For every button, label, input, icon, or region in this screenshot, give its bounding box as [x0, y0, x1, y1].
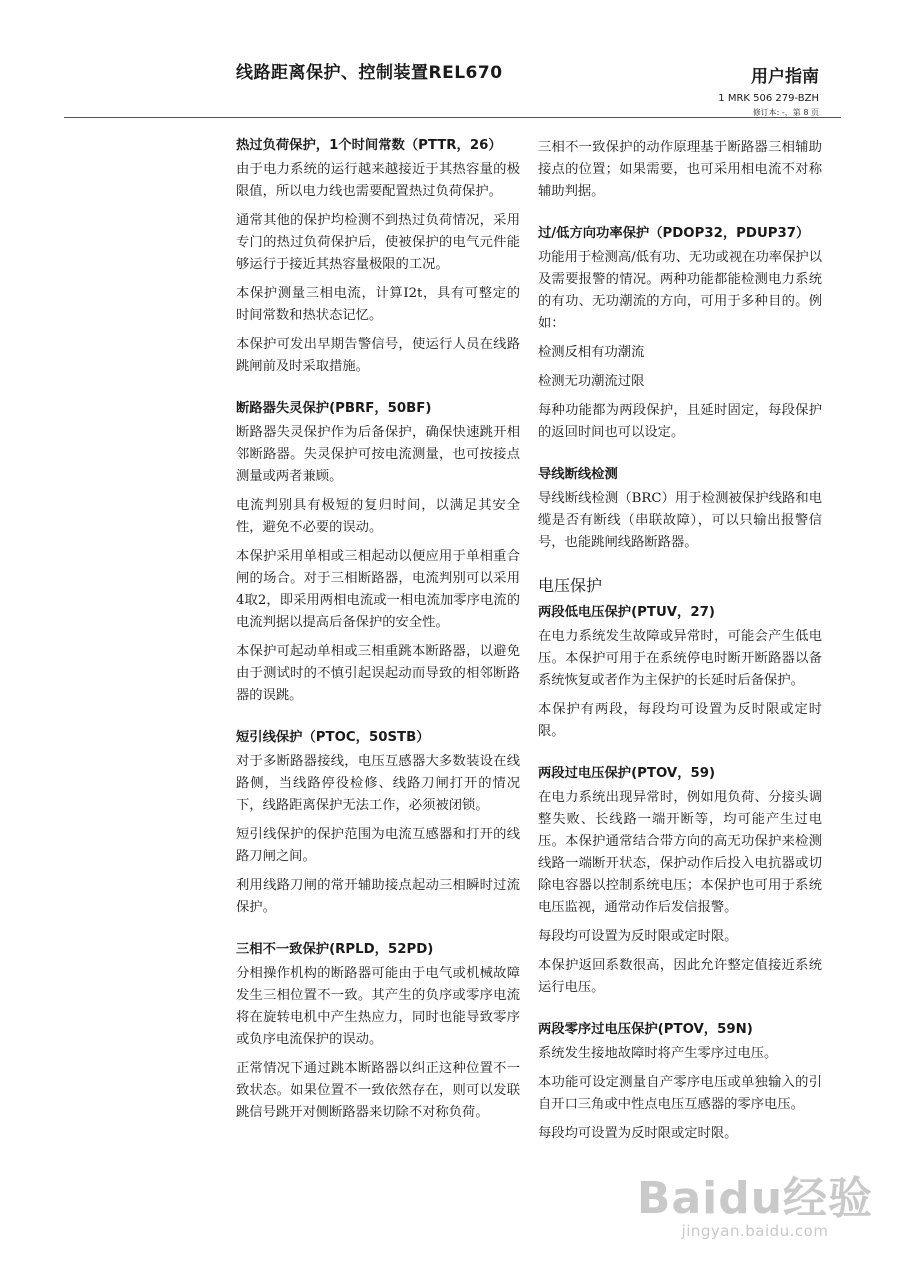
section-undervoltage [538, 602, 822, 743]
paragraph: 分相操作机构的断路器可能由于电气或机械故障发生三相位置不一致。其产生的负序或零序电流将在旋转电机中产生热应力，同时也能导致零序或负序电流保护的误动。 [236, 966, 520, 1047]
section-heading: 热过负荷保护，1个时间常数（PTTR，26） [236, 138, 502, 153]
section-heading: 断路器失灵保护(PBRF，50BF) [236, 401, 432, 416]
paragraph: 利用线路刀闸的常开辅助接点起动三相瞬时过流保护。 [236, 878, 520, 915]
document-number: 1 MRK 506 279-BZH [718, 93, 819, 104]
paragraph: 电流判别具有极短的复归时间，以满足其安全性，避免不必要的误动。 [236, 498, 520, 535]
watermark-logo: Baidu经验 [636, 1173, 874, 1224]
voltage-protection-title: 电压保护 [538, 576, 603, 595]
paragraph: 正常情况下通过跳本断路器以纠正这种位置不一致状态。如果位置不一致依然存在，则可以发联跳信号跳开对侧断路器来切除不对称负荷。 [236, 1061, 520, 1120]
header-divider [64, 117, 841, 118]
section-heading: 两段零序过电压保护(PTOV，59N) [538, 1022, 753, 1037]
section-heading: 过/低方向功率保护（PDOP32，PDUP37） [538, 226, 810, 241]
paragraph: 本保护可起动单相或三相重跳本断路器，以避免由于测试时的不慎引起误起动而导致的相邻断路器的误跳。 [236, 644, 520, 703]
header-right [718, 62, 819, 118]
paragraph: 通常其他的保护均检测不到热过负荷情况，采用专门的热过负荷保护后，使被保护的电气元件能够运行于接近其热容量极限的工况。 [236, 213, 520, 272]
section-directional-power [538, 223, 822, 444]
section-heading: 两段过电压保护(PTOV，59) [538, 766, 716, 781]
section-overvoltage [538, 763, 822, 999]
section-broken-conductor [538, 464, 822, 554]
paragraph: 每段均可设置为反时限或定时限。 [538, 929, 738, 944]
guide-label: 用户指南 [751, 67, 819, 87]
paragraph: 本保护返回系数很高，因此允许整定值接近系统运行电压。 [538, 958, 822, 995]
paragraph: 功能用于检测高/低有功、无功或视在功率保护以及需要报警的情况。两种功能都能检测电力系统的有功、无功潮流的方向，可用于多种目的。例如： [538, 250, 822, 331]
document-title: 线路距离保护、控制装置REL670 [236, 63, 503, 83]
section-residual-overvoltage [538, 1019, 822, 1145]
paragraph: 在电力系统出现异常时，例如甩负荷、分接头调整失败、长线路一端开断等，均可能产生过电压。本保护通常结合带方向的高无功保护来检测线路一端断开状态，保护动作后投入电抗器或切除电容器以控制系统电压；本保护也可用于系统电压监视，通常动作后发信报警。 [538, 790, 822, 915]
right-column [538, 137, 822, 1165]
paragraph: 本保护可发出早期告警信号，使运行人员在线路跳闸前及时采取措施。 [236, 337, 520, 374]
section-heading: 三相不一致保护(RPLD，52PD) [236, 942, 434, 957]
section-heading: 导线断线检测 [538, 467, 618, 482]
baidu-watermark [610, 1162, 900, 1240]
paragraph: 由于电力系统的运行越来越接近于其热容量的极限值，所以电力线也需要配置热过负荷保护。 [236, 162, 520, 199]
section-stub-protection [236, 727, 520, 919]
section-pole-discordance-cont [538, 137, 822, 203]
paragraph: 三相不一致保护的动作原理基于断路器三相辅助接点的位置；如果需要，也可采用相电流不对称辅助判据。 [538, 140, 822, 199]
paragraph: 断路器失灵保护作为后备保护，确保快速跳开相邻断路器。失灵保护可按电流测量，也可按接点测量或两者兼顾。 [236, 425, 520, 484]
paragraph: 每段均可设置为反时限或定时限。 [538, 1126, 738, 1141]
left-column [236, 135, 520, 1144]
paragraph: 系统发生接地故障时将产生零序过电压。 [538, 1046, 778, 1061]
paragraph: 每种功能都为两段保护，且延时固定，每段保护的返回时间也可以设定。 [538, 403, 822, 440]
section-thermal-overload [236, 135, 520, 378]
paragraph: 本保护有两段，每段均可设置为反时限或定时限。 [538, 702, 822, 739]
paragraph: 本功能可设定测量自产零序电压或单独输入的引自开口三角或中性点电压互感器的零序电压。 [538, 1075, 822, 1112]
revision-page: 修订本: -，第 8 页 [752, 108, 819, 117]
section-pole-discordance [236, 939, 520, 1124]
section-heading: 短引线保护（PTOC，50STB） [236, 730, 430, 745]
paragraph: 短引线保护的保护范围为电流互感器和打开的线路刀闸之间。 [236, 827, 520, 864]
watermark-url: jingyan.baidu.com [681, 1222, 829, 1240]
section-breaker-failure [236, 398, 520, 707]
paragraph: 对于多断路器接线，电压互感器大多数装设在线路侧，当线路停役检修、线路刀闸打开的情况下，线路距离保护无法工作，必须被闭锁。 [236, 754, 520, 813]
paragraph: 导线断线检测（BRC）用于检测被保护线路和电缆是否有断线（串联故障），可以只输出报警信号，也能跳闸线路断路器。 [538, 491, 822, 550]
paragraph: 在电力系统发生故障或异常时，可能会产生低电压。本保护可用于在系统停电时断开断路器以备系统恢复或者作为主保护的长延时后备保护。 [538, 629, 822, 688]
paragraph: 检测无功潮流过限 [538, 374, 645, 389]
paragraph: 本保护测量三相电流，计算I2t，具有可整定的时间常数和热状态记忆。 [236, 286, 520, 323]
paragraph: 本保护采用单相或三相起动以便应用于单相重合闸的场合。对于三相断路器，电流判别可以采用4取2，即采用两相电流或一相电流加零序电流的电流判据以提高后备保护的安全性。 [236, 549, 520, 630]
paragraph: 检测反相有功潮流 [538, 345, 645, 360]
section-heading: 两段低电压保护(PTUV，27) [538, 605, 715, 620]
